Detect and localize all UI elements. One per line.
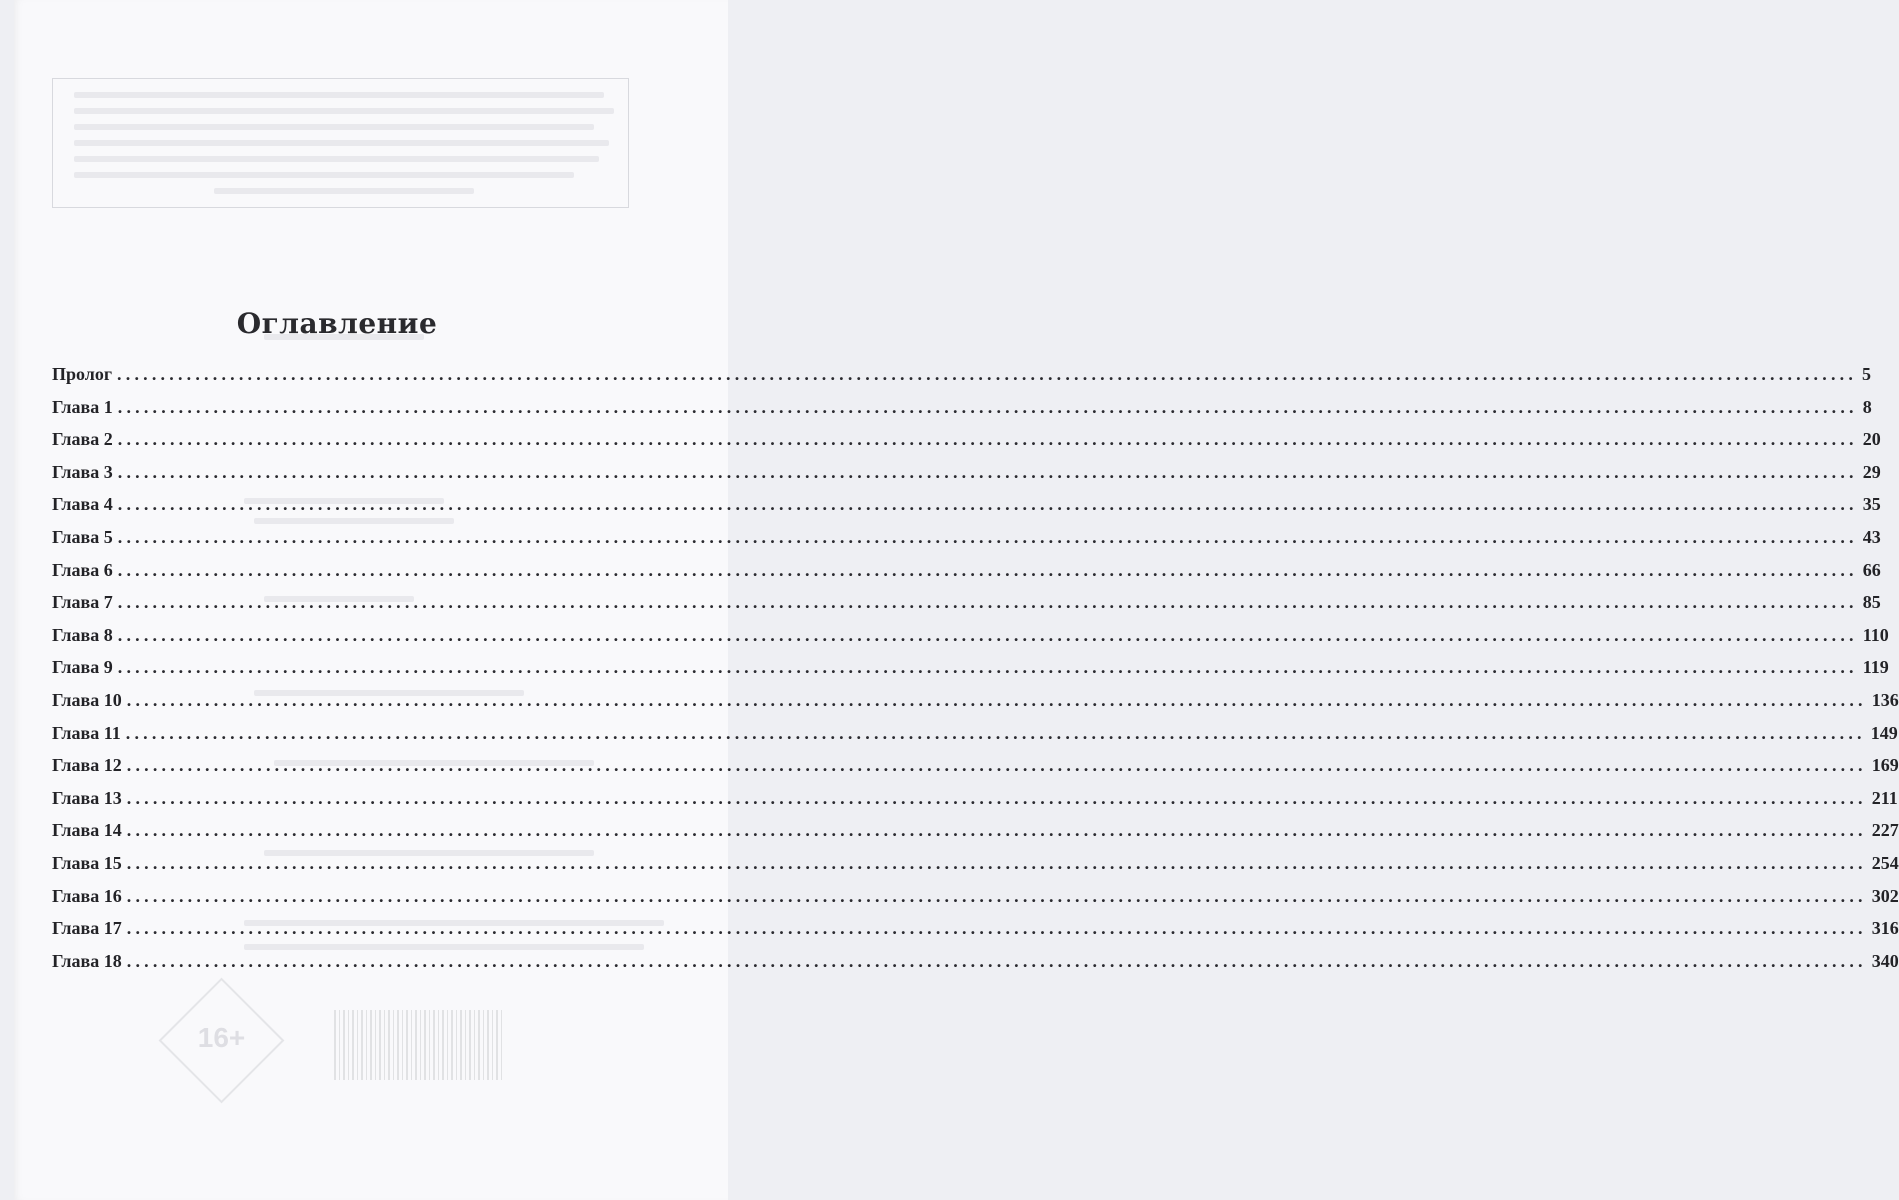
- toc-entry-title: Глава 16: [52, 885, 122, 906]
- toc-leader-dots: ........................................................................................................................................................................................................: [126, 755, 1867, 776]
- toc-entry: [52, 950, 1899, 984]
- toc-leader-dots: ........................................................................................................................................................................................................: [117, 494, 1858, 515]
- toc-entry-page-number: 66: [1862, 559, 1881, 580]
- toc-entry: [52, 461, 1881, 495]
- bleed-through-line: [74, 140, 609, 146]
- toc-leader-dots: ........................................................................................................................................................................................................: [117, 526, 1858, 547]
- toc-entry-page-number: 5: [1862, 364, 1872, 384]
- toc-leader-dots: ........................................................................................................................................................................................................: [126, 820, 1867, 841]
- toc-entry-title: Глава 5: [52, 526, 113, 547]
- toc-entry: [52, 885, 1899, 919]
- toc-leader-dots: ........................................................................................................................................................................................................: [126, 852, 1867, 873]
- toc-entry-title: Глава 1: [52, 396, 113, 417]
- toc-entry: [52, 559, 1881, 593]
- age-rating-badge: 16+: [197, 1022, 246, 1053]
- toc-entry-page-number: 20: [1862, 429, 1881, 450]
- toc-entry: [52, 657, 1889, 690]
- toc-entry-page-number: 119: [1862, 657, 1889, 678]
- toc-entry: [52, 918, 1899, 951]
- toc-entry-title: Глава 17: [52, 918, 122, 939]
- toc-leader-dots: ........................................................................................................................................................................................................: [117, 559, 1858, 580]
- toc-entry: [52, 689, 1899, 723]
- toc-entry-title: Глава 6: [52, 559, 113, 580]
- toc-entry-title: Глава 13: [52, 787, 122, 808]
- bleed-through-line: [74, 172, 574, 178]
- toc-entry-title: Глава 2: [52, 429, 113, 450]
- toc-entry-title: Глава 8: [52, 624, 113, 645]
- toc-leader-dots: ........................................................................................................................................................................................................: [126, 918, 1867, 939]
- toc-entry-page-number: 169: [1871, 755, 1899, 776]
- toc-entry-title: Глава 14: [52, 820, 122, 841]
- toc-entry: [52, 852, 1899, 886]
- toc-entry-title: Глава 10: [52, 689, 122, 710]
- toc-entry-title: Глава 12: [52, 755, 122, 776]
- bleed-through-line: [74, 124, 594, 130]
- toc-entry: [52, 494, 1881, 527]
- toc-entry: [52, 592, 1881, 625]
- toc-entry-title: Глава 15: [52, 852, 122, 873]
- toc-leader-dots: ........................................................................................................................................................................................................: [126, 950, 1867, 971]
- toc-leader-dots: ........................................................................................................................................................................................................: [117, 624, 1858, 645]
- toc-entry-page-number: 43: [1862, 526, 1881, 547]
- toc-leader-dots: ........................................................................................................................................................................................................: [126, 787, 1867, 808]
- toc-entry-page-number: 110: [1862, 624, 1889, 645]
- toc-leader-dots: ........................................................................................................................................................................................................: [117, 657, 1858, 678]
- toc-entry-page-number: 136: [1871, 689, 1899, 710]
- toc-entry-page-number: 227: [1871, 820, 1899, 841]
- toc-leader-dots: ........................................................................................................................................................................................................: [117, 461, 1858, 482]
- toc-leader-dots: ........................................................................................................................................................................................................: [126, 689, 1867, 710]
- bleed-through-line: [214, 188, 474, 194]
- toc-leader-dots: ........................................................................................................................................................................................................: [117, 429, 1858, 450]
- toc-entry-title: Глава 9: [52, 657, 113, 678]
- table-of-contents: [52, 364, 1899, 983]
- toc-entry-page-number: 8: [1862, 396, 1872, 417]
- toc-entry-title: Глава 11: [52, 722, 121, 743]
- toc-entry: [52, 396, 1872, 430]
- bleed-through-line: [74, 108, 614, 114]
- bleed-through-line: [74, 156, 599, 162]
- toc-entry: [52, 722, 1898, 756]
- toc-leader-dots: ........................................................................................................................................................................................................: [117, 592, 1858, 613]
- toc-entry-title: Пролог: [52, 364, 113, 384]
- toc-entry: [52, 755, 1899, 788]
- page-title: Оглавление: [236, 306, 438, 340]
- bleed-through-line: [74, 92, 604, 98]
- toc-entry-page-number: 85: [1862, 592, 1881, 613]
- toc-leader-dots: ........................................................................................................................................................................................................: [117, 396, 1858, 417]
- toc-entry-title: Глава 3: [52, 461, 113, 482]
- toc-entry: [52, 364, 1872, 397]
- toc-entry: [52, 820, 1899, 853]
- toc-leader-dots: ........................................................................................................................................................................................................: [125, 722, 1866, 743]
- toc-entry-page-number: 211: [1871, 787, 1898, 808]
- toc-entry-title: Глава 18: [52, 950, 122, 971]
- toc-entry: [52, 787, 1898, 821]
- toc-entry-page-number: 316: [1871, 918, 1899, 939]
- barcode-image: [334, 1010, 504, 1080]
- toc-leader-dots: ........................................................................................................................................................................................................: [126, 885, 1867, 906]
- toc-entry: [52, 526, 1881, 560]
- toc-entry-page-number: 340: [1871, 950, 1899, 971]
- toc-entry-page-number: 149: [1870, 722, 1898, 743]
- toc-entry-page-number: 254: [1871, 852, 1899, 873]
- toc-entry: [52, 429, 1881, 462]
- toc-entry-page-number: 29: [1862, 461, 1881, 482]
- toc-leader-dots: ........................................................................................................................................................................................................: [117, 364, 1858, 384]
- toc-entry-title: Глава 7: [52, 592, 113, 613]
- toc-entry-page-number: 35: [1862, 494, 1881, 515]
- toc-entry-page-number: 302: [1871, 885, 1899, 906]
- toc-entry-title: Глава 4: [52, 494, 113, 515]
- toc-entry: [52, 624, 1889, 658]
